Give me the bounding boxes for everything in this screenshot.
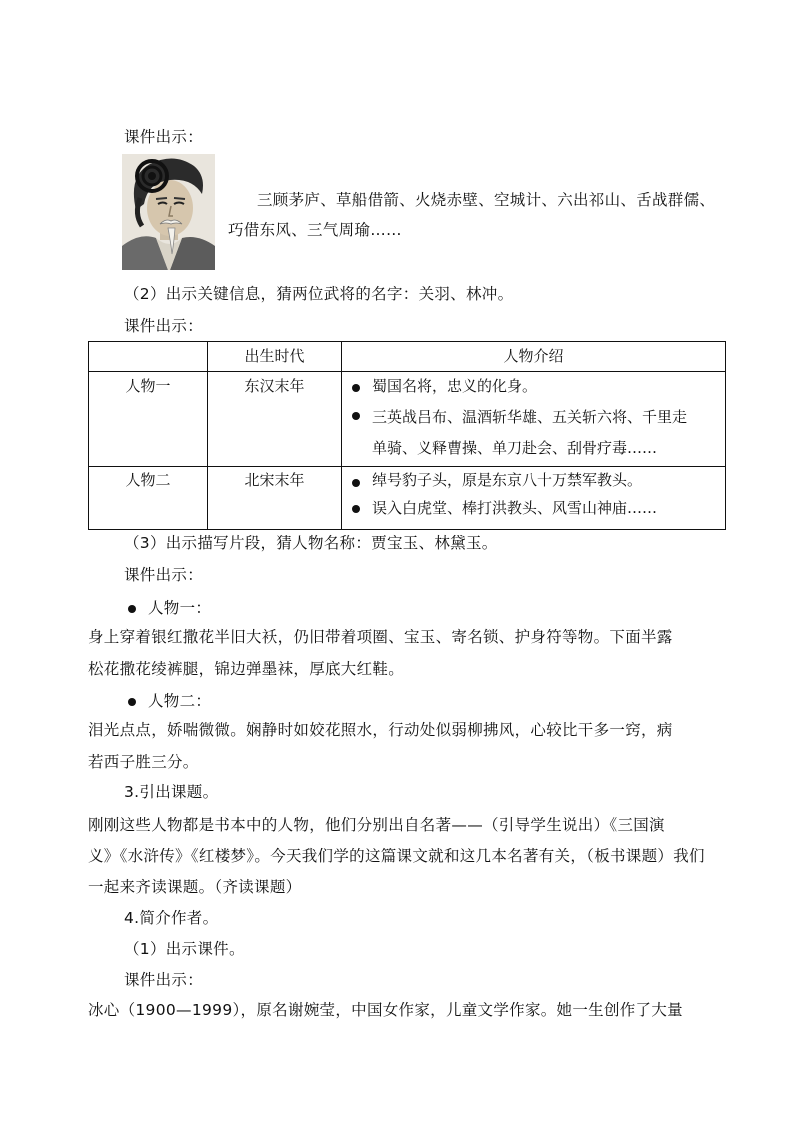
birth-era-cell: 东汉末年: [208, 372, 342, 467]
courseware-label: 课件出示：: [124, 128, 204, 146]
intro-bullet: 误入白虎堂、棒打洪教头、风雪山神庙……: [342, 493, 725, 524]
courseware-label: 课件出示：: [124, 566, 204, 584]
portrait-caption-line-1: 三顾茅庐、草船借箭、火烧赤壁、空城计、六出祁山、舌战群儒、: [257, 191, 716, 209]
author-intro-line: 冰心（1900—1999），原名谢婉莹，中国女作家，儿童文学作家。她一生创作了大量: [88, 1001, 683, 1019]
paragraph-3-line: 刚刚这些人物都是书本中的人物，他们分别出自名著——（引导学生说出）《三国演: [88, 816, 665, 834]
table-header-cell: 出生时代: [208, 342, 342, 372]
person-name-cell: 人物二: [89, 467, 208, 530]
section-3-heading: 3.引出课题。: [124, 783, 219, 801]
table-row: [89, 467, 726, 530]
table-row: [89, 372, 726, 467]
table-header-cell: 人物介绍: [342, 342, 726, 372]
person-2-text-line: 泪光点点，娇喘微微。娴静时如姣花照水，行动处似弱柳拂风，心较比干多一窍，病: [88, 721, 673, 739]
zhuge-liang-portrait: [122, 154, 215, 270]
courseware-label: 课件出示：: [124, 971, 204, 989]
character-info-table: [88, 341, 726, 530]
person-1-label: 人物一：: [148, 599, 212, 617]
intro-bullet: 三英战吕布、温酒斩华雄、五关斩六将、千里走: [342, 400, 725, 433]
step-2-text: （2）出示关键信息，猜两位武将的名字：关羽、林冲。: [124, 285, 514, 303]
courseware-label: 课件出示：: [124, 317, 204, 335]
person-2-label-row: [128, 689, 758, 711]
intro-cell: [342, 467, 726, 530]
bullet-icon: [128, 698, 136, 706]
step-4-1-text: （1）出示课件。: [124, 940, 245, 958]
paragraph-3-line: 一起来齐读课题。（齐读课题）: [88, 878, 302, 896]
person-1-label-row: [128, 596, 758, 618]
person-name-cell: 人物一: [89, 372, 208, 467]
intro-bullet-continuation: 单骑、义释曹操、单刀赴会、刮骨疗毒……: [372, 439, 658, 457]
birth-era-cell: 北宋末年: [208, 467, 342, 530]
table-header-cell: [89, 342, 208, 372]
bullet-icon: [128, 605, 136, 613]
step-3-text: （3）出示描写片段，猜人物名称：贾宝玉、林黛玉。: [124, 534, 498, 552]
intro-bullet: 蜀国名将，忠义的化身。: [342, 372, 725, 400]
person-1-text-line: 松花撒花绫裤腿，锦边弹墨袜，厚底大红鞋。: [88, 660, 405, 678]
intro-cell: [342, 372, 726, 467]
person-2-label: 人物二：: [148, 692, 212, 710]
paragraph-3-line: 义》《水浒传》《红楼梦》。今天我们学的这篇课文就和这几本名著有关，（板书课题）我们: [88, 847, 705, 865]
person-2-text-line: 若西子胜三分。: [88, 753, 199, 771]
person-1-text-line: 身上穿着银红撒花半旧大袄，仍旧带着项圈、宝玉、寄名锁、护身符等物。下面半露: [88, 628, 673, 646]
table-header-row: [89, 342, 726, 372]
portrait-caption-line-2: 巧借东风、三气周瑜……: [228, 221, 402, 239]
section-4-heading: 4.简介作者。: [124, 909, 219, 927]
intro-bullet: 绰号豹子头，原是东京八十万禁军教头。: [342, 467, 725, 493]
